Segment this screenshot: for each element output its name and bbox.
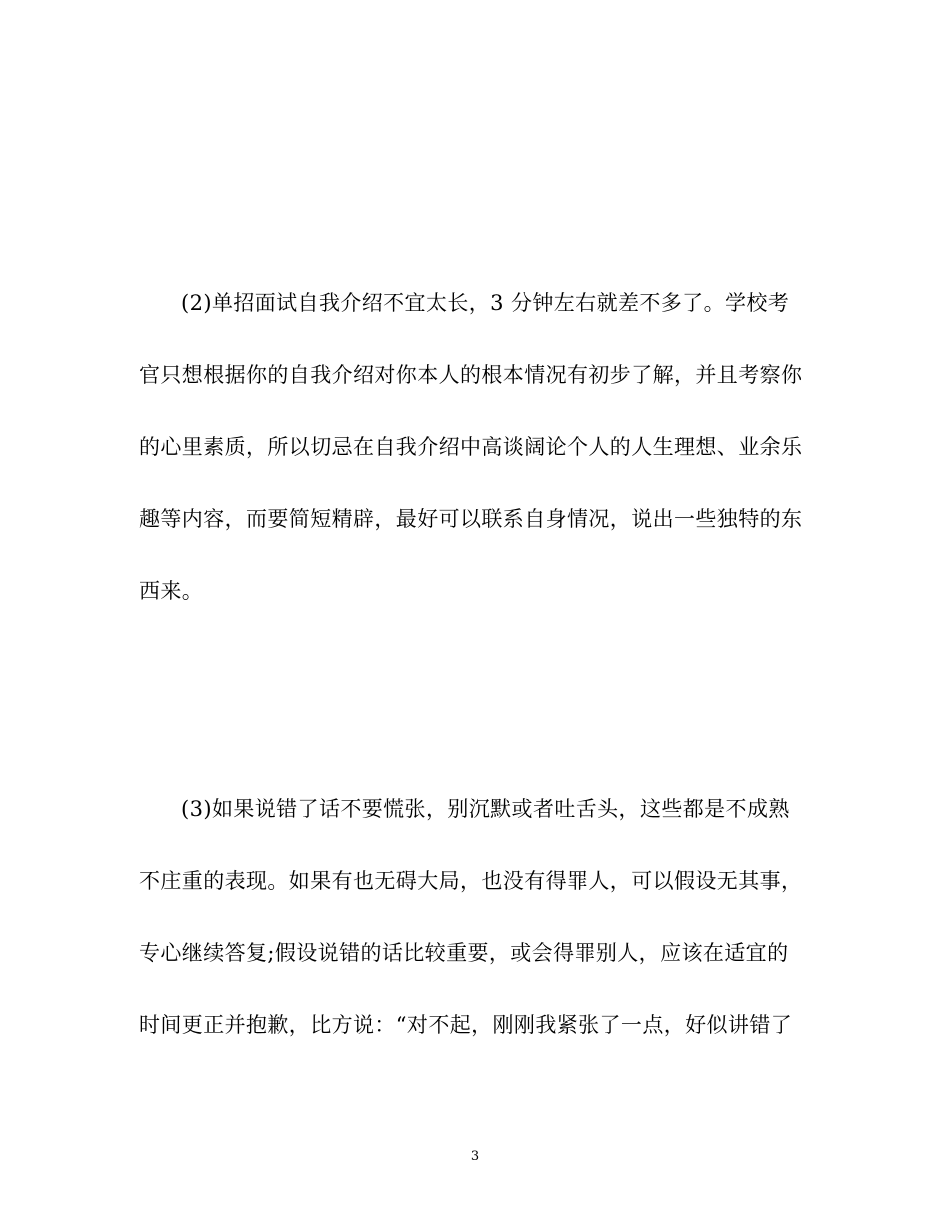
paragraph-line: 的心里素质，所以切忌在自我介绍中高谈阔论个人的人生理想、业余乐 [139, 435, 803, 459]
paragraph-line: 时间更正并抱歉，比方说：“对不起，刚刚我紧张了一点，好似讲错了 [139, 1013, 793, 1037]
page-number: 3 [470, 1149, 480, 1164]
paragraph-line: (2)单招面试自我介绍不宜太长，3 分钟左右就差不多了。学校考 [181, 291, 790, 315]
paragraph-line: 不庄重的表现。如果有也无碍大局，也没有得罪人，可以假设无其事， [139, 869, 803, 893]
paragraph-line: (3)如果说错了话不要慌张，别沉默或者吐舌头，这些都是不成熟 [181, 797, 790, 821]
paragraph-line: 趣等内容，而要简短精辟，最好可以联系自身情况，说出一些独特的东 [139, 507, 803, 531]
paragraph-line: 官只想根据你的自我介绍对你本人的根本情况有初步了解，并且考察你 [139, 363, 803, 387]
paragraph-line: 西来。 [139, 579, 204, 603]
paragraph-line: 专心继续答复;假设说错的话比较重要，或会得罪别人，应该在适宜的 [139, 941, 789, 965]
